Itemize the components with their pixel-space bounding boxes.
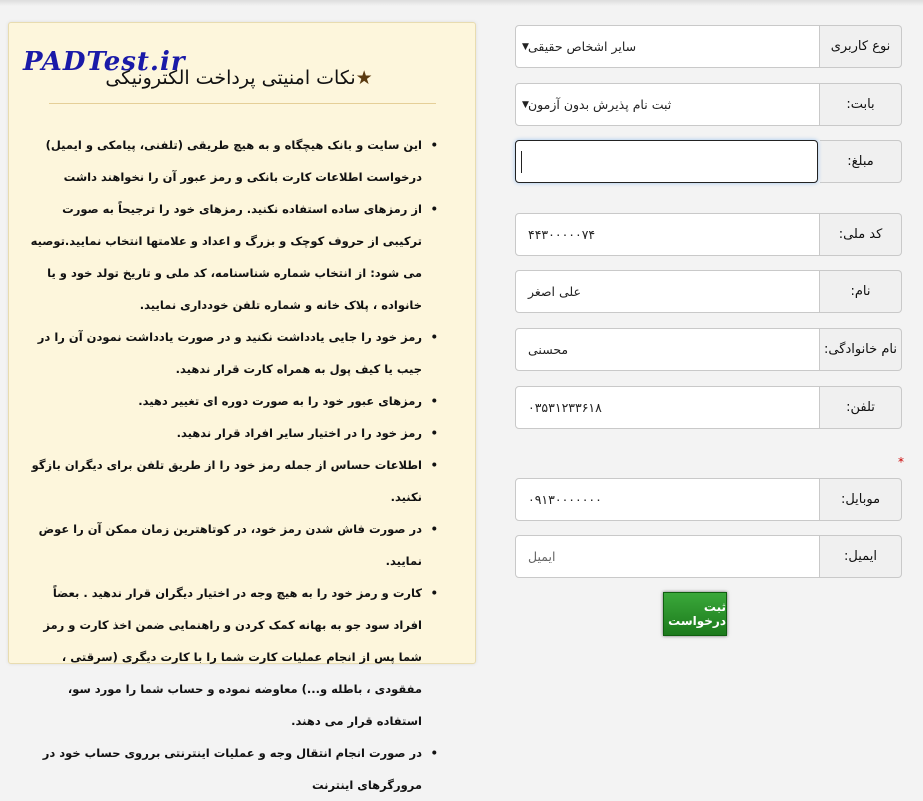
submit-request-button[interactable]: ثبت درخواست <box>663 592 727 636</box>
top-bar <box>0 0 923 6</box>
national-code-input[interactable]: ۴۴۳۰۰۰۰۰۷۴ <box>515 213 820 256</box>
dropdown-arrow-icon: ▼ <box>522 41 529 52</box>
required-mark: * <box>898 455 904 469</box>
subject-select[interactable]: ▼ ثبت نام پذیرش بدون آزمون <box>515 83 820 126</box>
amount-input[interactable] <box>515 140 818 183</box>
subject-row <box>515 83 902 126</box>
phone-label: تلفن: <box>820 386 902 429</box>
last-name-row <box>515 328 902 371</box>
last-name-input[interactable]: محسنی <box>515 328 820 371</box>
national-code-row <box>515 213 902 256</box>
tip-item: • از رمزهای ساده استفاده نکنید. رمزهای خود را ترجیحاً به صورت ترکیبی از حروف کوچک و بزرگ و اعداد و علامتها انتخاب نمایید.توصیه می شود: از انتخاب شماره شناسنامه، کد ملی و تاریخ تولد خود و یا خانواده ، پلاک خانه و شماره تلفن خودداری نمایید. <box>29 193 422 321</box>
dropdown-arrow-icon: ▼ <box>522 99 529 110</box>
tip-item: • در صورت انجام انتقال وجه و عملیات اینترنتی برروی حساب خود در مرورگرهای اینترنت <box>29 737 422 801</box>
tip-item: • اطلاعات حساس از جمله رمز خود را از طریق تلفن برای دیگران بازگو نکنید. <box>29 449 422 513</box>
mobile-row <box>515 478 902 521</box>
email-label: ایمیل: <box>820 535 902 578</box>
email-row <box>515 535 902 578</box>
amount-row <box>515 140 902 183</box>
tip-item: • این سایت و بانک هیچگاه و به هیچ طریقی (تلفنی، پیامکی و ایمیل) درخواست اطلاعات کارت بانکی و رمز عبور آن را نخواهند داشت <box>29 129 422 193</box>
mobile-input[interactable]: ۰۹۱۳۰۰۰۰۰۰۰ <box>515 478 820 521</box>
user-type-select[interactable]: ▼ سایر اشخاص حقیقی <box>515 25 820 68</box>
first-name-row <box>515 270 902 313</box>
user-type-label: نوع کاربری <box>820 25 902 68</box>
national-code-label: کد ملی: <box>820 213 902 256</box>
tip-item: • رمزهای عبور خود را به صورت دوره ای تغییر دهید. <box>29 385 422 417</box>
security-tips-panel <box>8 22 476 792</box>
phone-input[interactable]: ۰۳۵۳۱۲۳۳۶۱۸ <box>515 386 820 429</box>
watermark-logo: PADTest.ir <box>23 47 186 77</box>
last-name-label: نام خانوادگی: <box>820 328 902 371</box>
first-name-input[interactable]: علی اصغر <box>515 270 820 313</box>
amount-label: مبلغ: <box>820 140 902 183</box>
tip-item: • در صورت فاش شدن رمز خود، در کوتاهترین زمان ممکن آن را عوض نمایید. <box>29 513 422 577</box>
star-icon: ★ <box>355 67 373 89</box>
tip-item: • رمز خود را در اختیار سایر افراد قرار ندهید. <box>29 417 422 449</box>
tips-title: ★نکات امنیتی پرداخت الکترونیکی <box>105 67 373 89</box>
tip-item: • کارت و رمز خود را به هیچ وجه در اختیار دیگران قرار ندهید . بعضاً افراد سود جو به بهانه کمک کردن و راهنمایی ضمن اخذ کارت و رمز شما پس از انجام عملیات کارت شما را با کارت دیگری (سرقتی ، مفقودی ، باطله و...) معاوضه نموده و حساب شما را مورد سو، استفاده قرار می دهند. <box>29 577 422 737</box>
text-caret <box>521 151 522 173</box>
user-type-row <box>515 25 902 68</box>
phone-row <box>515 386 902 429</box>
email-input[interactable]: ایمیل <box>515 535 820 578</box>
first-name-label: نام: <box>820 270 902 313</box>
subject-label: بابت: <box>820 83 902 126</box>
mobile-label: موبایل: <box>820 478 902 521</box>
tip-item: • رمز خود را جایی یادداشت نکنید و در صورت یادداشت نمودن آن را در جیب یا کیف پول به همراه کارت قرار ندهید. <box>29 321 422 385</box>
divider <box>49 103 436 104</box>
tips-list <box>29 129 440 801</box>
